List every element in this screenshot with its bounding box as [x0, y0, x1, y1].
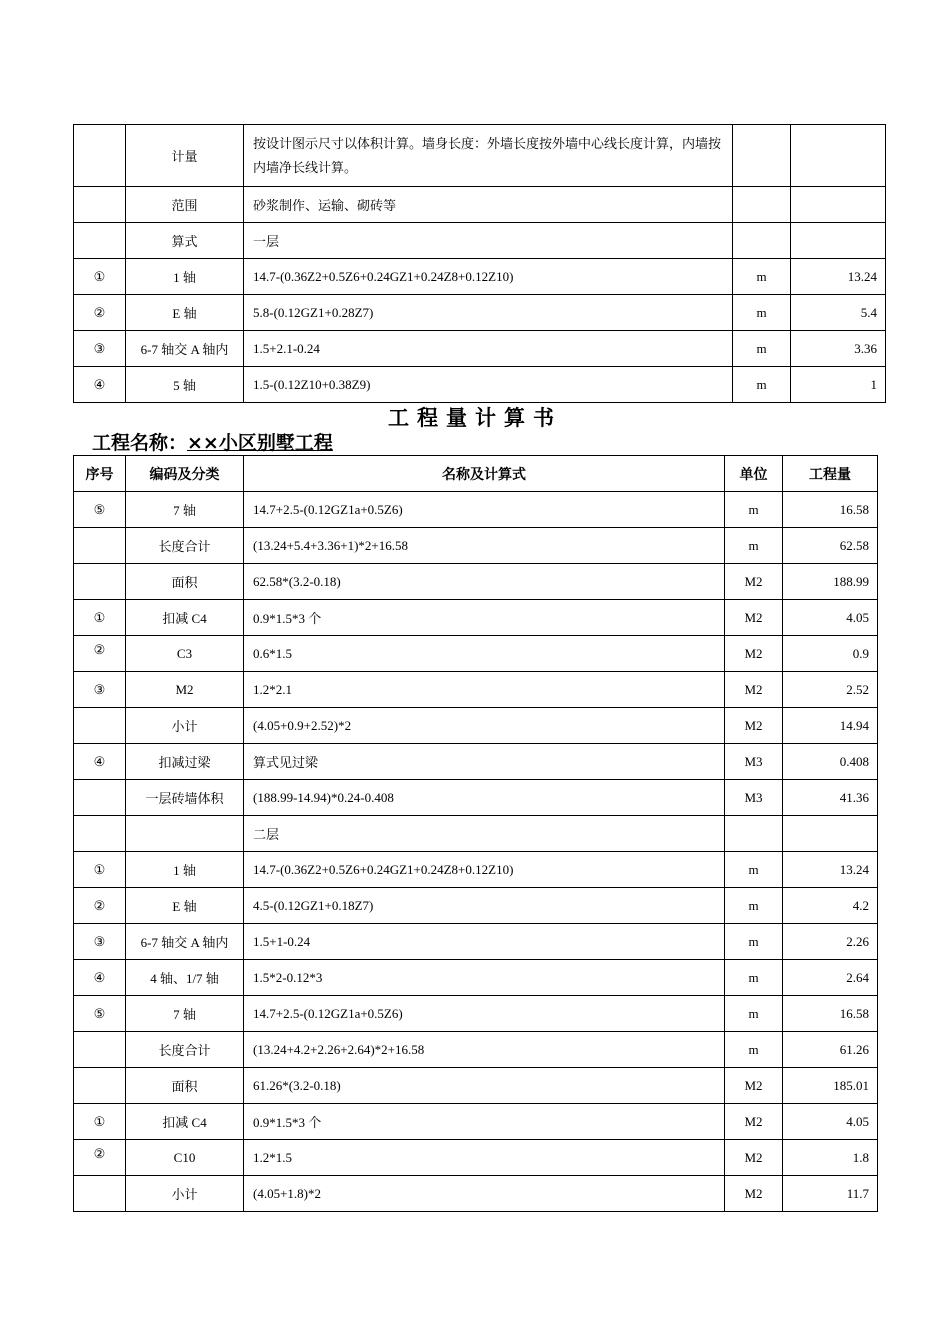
row-code: 面积: [126, 564, 244, 600]
row-formula: (4.05+1.8)*2: [244, 1176, 725, 1212]
table-row: [74, 672, 878, 708]
row-formula: 62.58*(3.2-0.18): [244, 564, 725, 600]
row-number: [74, 528, 126, 564]
row-code: C10: [126, 1140, 244, 1176]
project-name: ××小区别墅工程: [187, 432, 333, 454]
row-unit: m: [725, 996, 783, 1032]
row-formula: 14.7-(0.36Z2+0.5Z6+0.24GZ1+0.24Z8+0.12Z10): [244, 259, 733, 295]
row-code: M2: [126, 672, 244, 708]
table-row: [74, 1068, 878, 1104]
row-quantity: 185.01: [783, 1068, 878, 1104]
main-table-body: [74, 492, 878, 1212]
row-quantity: 16.58: [783, 996, 878, 1032]
row-number: ①: [74, 259, 126, 295]
row-quantity: 2.52: [783, 672, 878, 708]
row-quantity: 62.58: [783, 528, 878, 564]
row-unit: M2: [725, 1104, 783, 1140]
row-unit: m: [725, 960, 783, 996]
table-row: [74, 708, 878, 744]
row-quantity: 14.94: [783, 708, 878, 744]
table-row: [74, 492, 878, 528]
row-quantity: 61.26: [783, 1032, 878, 1068]
table-header-row: [74, 456, 878, 492]
row-number: ③: [74, 924, 126, 960]
row-quantity: 2.26: [783, 924, 878, 960]
table-row: [74, 528, 878, 564]
row-number: ④: [74, 960, 126, 996]
row-unit: M2: [725, 636, 783, 672]
table-row: [74, 816, 878, 852]
row-formula: 二层: [244, 816, 725, 852]
row-number: [74, 816, 126, 852]
row-code: 一层砖墙体积: [126, 780, 244, 816]
table-row: [74, 295, 886, 331]
row-formula: 1.5*2-0.12*3: [244, 960, 725, 996]
table-row: [74, 924, 878, 960]
row-unit: M2: [725, 1176, 783, 1212]
row-number: [74, 125, 126, 187]
row-code: 小计: [126, 708, 244, 744]
row-code: 面积: [126, 1068, 244, 1104]
row-code: 7 轴: [126, 996, 244, 1032]
row-number: [74, 708, 126, 744]
row-formula: 4.5-(0.12GZ1+0.18Z7): [244, 888, 725, 924]
row-formula: 算式见过梁: [244, 744, 725, 780]
row-number: ④: [74, 367, 126, 403]
row-quantity: 2.64: [783, 960, 878, 996]
row-unit: [733, 187, 791, 223]
header-no: 序号: [74, 456, 126, 492]
table-row: [74, 1104, 878, 1140]
row-quantity: 41.36: [783, 780, 878, 816]
row-quantity: 1.8: [783, 1140, 878, 1176]
table-row: [74, 636, 878, 672]
row-formula: (13.24+4.2+2.26+2.64)*2+16.58: [244, 1032, 725, 1068]
row-formula: 61.26*(3.2-0.18): [244, 1068, 725, 1104]
row-number: ②: [74, 636, 126, 672]
row-formula: 1.5+1-0.24: [244, 924, 725, 960]
row-quantity: [791, 125, 886, 187]
row-number: ⑤: [74, 492, 126, 528]
row-code: 7 轴: [126, 492, 244, 528]
row-unit: m: [733, 331, 791, 367]
table-row: [74, 125, 886, 187]
row-formula: 一层: [244, 223, 733, 259]
row-formula: 砂浆制作、运输、砌砖等: [244, 187, 733, 223]
row-number: ②: [74, 1140, 126, 1176]
row-quantity: 188.99: [783, 564, 878, 600]
row-formula: 1.5-(0.12Z10+0.38Z9): [244, 367, 733, 403]
row-formula: (13.24+5.4+3.36+1)*2+16.58: [244, 528, 725, 564]
table-row: [74, 259, 886, 295]
row-unit: m: [725, 924, 783, 960]
row-number: [74, 1068, 126, 1104]
row-quantity: 13.24: [791, 259, 886, 295]
row-code: 长度合计: [126, 528, 244, 564]
row-number: [74, 1032, 126, 1068]
row-code: 扣减 C4: [126, 600, 244, 636]
row-quantity: 4.2: [783, 888, 878, 924]
header-quantity: 工程量: [783, 456, 878, 492]
row-formula: 14.7+2.5-(0.12GZ1a+0.5Z6): [244, 996, 725, 1032]
row-formula: 1.5+2.1-0.24: [244, 331, 733, 367]
row-unit: [733, 125, 791, 187]
row-unit: M2: [725, 672, 783, 708]
row-unit: m: [725, 492, 783, 528]
row-code: 范围: [126, 187, 244, 223]
row-unit: [733, 223, 791, 259]
row-code: 计量: [126, 125, 244, 187]
row-quantity: [791, 223, 886, 259]
row-unit: M2: [725, 708, 783, 744]
row-code: E 轴: [126, 295, 244, 331]
row-unit: M2: [725, 564, 783, 600]
row-unit: m: [733, 367, 791, 403]
row-number: [74, 564, 126, 600]
table-row: [74, 744, 878, 780]
row-unit: M3: [725, 780, 783, 816]
row-quantity: 0.9: [783, 636, 878, 672]
row-formula: 0.6*1.5: [244, 636, 725, 672]
row-quantity: 16.58: [783, 492, 878, 528]
table-row: [74, 223, 886, 259]
row-number: ③: [74, 672, 126, 708]
row-formula: 0.9*1.5*3 个: [244, 1104, 725, 1140]
row-number: ①: [74, 1104, 126, 1140]
row-code: 1 轴: [126, 852, 244, 888]
row-code: C3: [126, 636, 244, 672]
row-number: [74, 187, 126, 223]
row-code: 6-7 轴交 A 轴内: [126, 331, 244, 367]
header-code: 编码及分类: [126, 456, 244, 492]
row-formula: (4.05+0.9+2.52)*2: [244, 708, 725, 744]
row-unit: m: [725, 888, 783, 924]
row-unit: [725, 816, 783, 852]
row-code: 4 轴、1/7 轴: [126, 960, 244, 996]
table-row: [74, 187, 886, 223]
row-unit: M3: [725, 744, 783, 780]
row-formula: 1.2*1.5: [244, 1140, 725, 1176]
row-number: ④: [74, 744, 126, 780]
row-formula: 14.7+2.5-(0.12GZ1a+0.5Z6): [244, 492, 725, 528]
row-unit: m: [725, 1032, 783, 1068]
row-unit: m: [733, 295, 791, 331]
header-formula: 名称及计算式: [244, 456, 725, 492]
continued-calculation-table: [73, 124, 886, 403]
table-row: [74, 960, 878, 996]
row-code: 1 轴: [126, 259, 244, 295]
row-quantity: 3.36: [791, 331, 886, 367]
row-number: ③: [74, 331, 126, 367]
row-code: [126, 816, 244, 852]
row-unit: M2: [725, 1140, 783, 1176]
row-unit: m: [733, 259, 791, 295]
row-formula: (188.99-14.94)*0.24-0.408: [244, 780, 725, 816]
row-formula: 5.8-(0.12GZ1+0.28Z7): [244, 295, 733, 331]
row-number: [74, 1176, 126, 1212]
row-formula: 按设计图示尺寸以体积计算。墙身长度：外墙长度按外墙中心线长度计算，内墙按内墙净长线计算。: [244, 125, 733, 187]
table-row: [74, 1032, 878, 1068]
row-number: ⑤: [74, 996, 126, 1032]
row-quantity: 1: [791, 367, 886, 403]
row-unit: M2: [725, 1068, 783, 1104]
quantity-calculation-table: [73, 455, 878, 1212]
table-row: [74, 1176, 878, 1212]
row-quantity: 5.4: [791, 295, 886, 331]
table-row: [74, 888, 878, 924]
row-quantity: [783, 816, 878, 852]
row-code: 6-7 轴交 A 轴内: [126, 924, 244, 960]
table-row: [74, 852, 878, 888]
row-quantity: 4.05: [783, 1104, 878, 1140]
document-title: 工程量计算书: [388, 406, 562, 430]
row-quantity: 4.05: [783, 600, 878, 636]
row-number: ①: [74, 852, 126, 888]
row-formula: 1.2*2.1: [244, 672, 725, 708]
header-unit: 单位: [725, 456, 783, 492]
table-row: [74, 331, 886, 367]
row-quantity: [791, 187, 886, 223]
row-code: 长度合计: [126, 1032, 244, 1068]
row-code: 5 轴: [126, 367, 244, 403]
row-code: E 轴: [126, 888, 244, 924]
row-number: [74, 223, 126, 259]
row-unit: M2: [725, 600, 783, 636]
row-unit: m: [725, 852, 783, 888]
row-code: 小计: [126, 1176, 244, 1212]
continued-table-body: [74, 125, 886, 403]
table-row: [74, 996, 878, 1032]
table-row: [74, 564, 878, 600]
row-number: ②: [74, 888, 126, 924]
row-code: 扣减过梁: [126, 744, 244, 780]
row-number: ①: [74, 600, 126, 636]
row-code: 算式: [126, 223, 244, 259]
table-row: [74, 600, 878, 636]
row-number: ②: [74, 295, 126, 331]
table-row: [74, 1140, 878, 1176]
table-row: [74, 780, 878, 816]
row-quantity: 13.24: [783, 852, 878, 888]
row-formula: 14.7-(0.36Z2+0.5Z6+0.24GZ1+0.24Z8+0.12Z10): [244, 852, 725, 888]
row-quantity: 0.408: [783, 744, 878, 780]
table-row: [74, 367, 886, 403]
row-formula: 0.9*1.5*3 个: [244, 600, 725, 636]
project-line: [92, 428, 333, 455]
row-number: [74, 780, 126, 816]
row-quantity: 11.7: [783, 1176, 878, 1212]
row-unit: m: [725, 528, 783, 564]
row-code: 扣减 C4: [126, 1104, 244, 1140]
project-label: 工程名称：: [92, 432, 188, 454]
